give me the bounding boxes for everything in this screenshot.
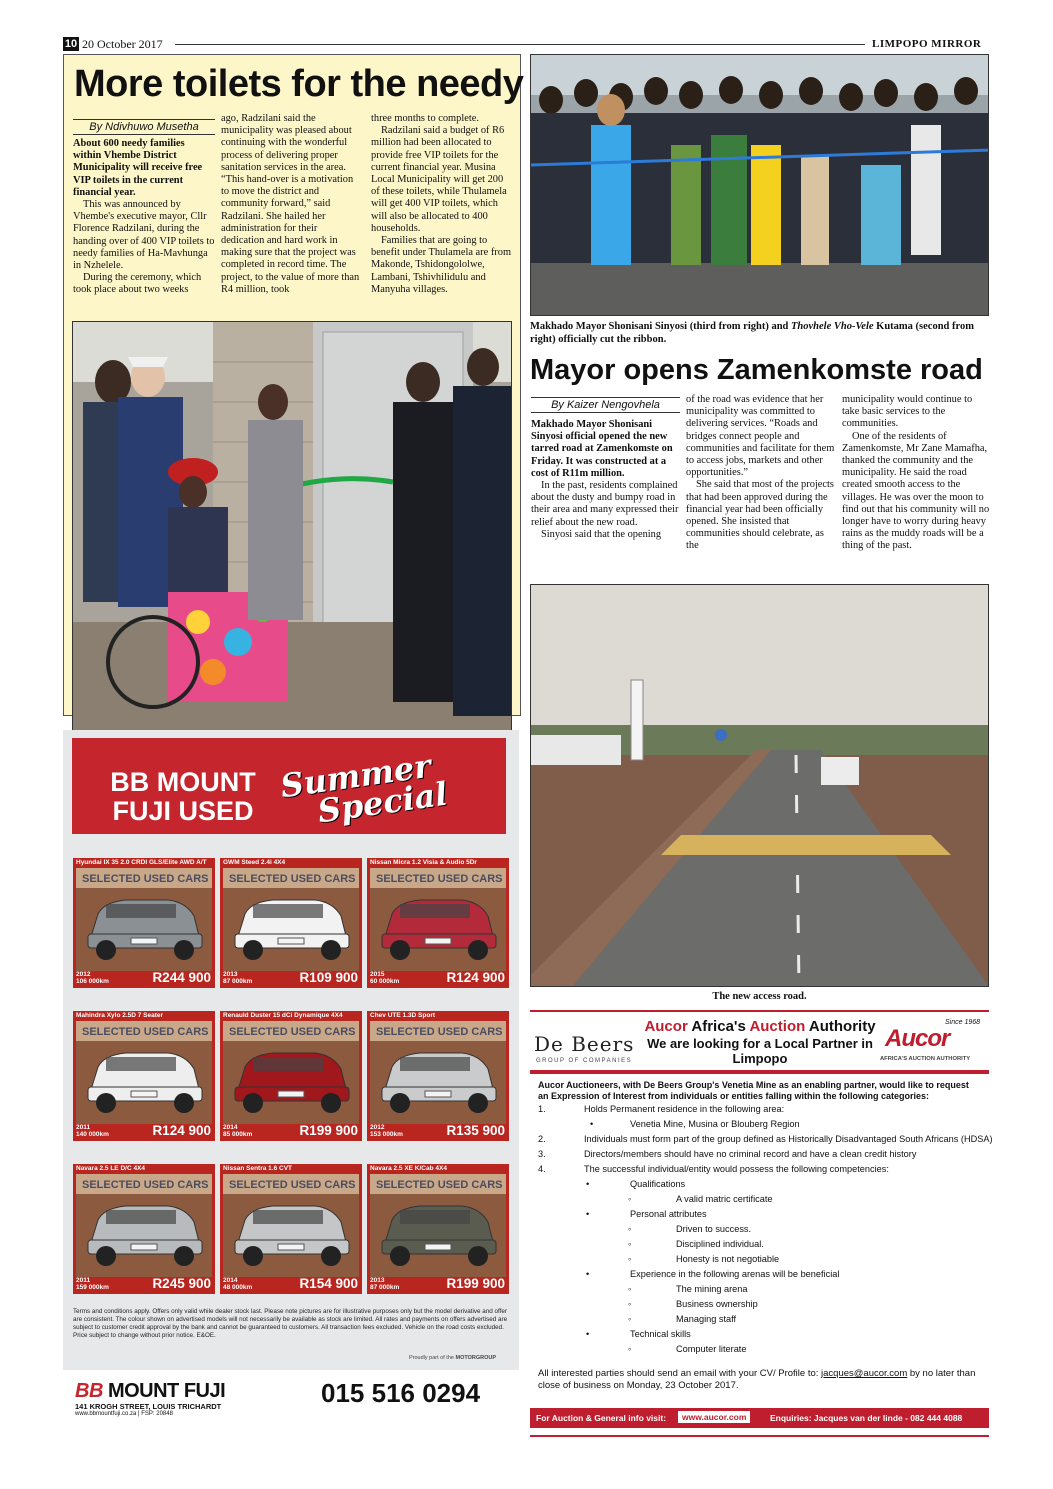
car-photo bbox=[223, 1021, 359, 1124]
car-price: R154 900 bbox=[299, 1276, 358, 1291]
story-toilets bbox=[63, 54, 524, 716]
car-photo bbox=[76, 1021, 212, 1124]
aucor-tagline: AFRICA'S AUCTION AUTHORITY bbox=[880, 1056, 971, 1062]
list-item: Computer literate bbox=[676, 1344, 747, 1354]
car-photo bbox=[76, 1174, 212, 1277]
dealer-phone: 015 516 0294 bbox=[321, 1378, 481, 1408]
list-marker: 4. bbox=[538, 1164, 546, 1174]
car-year-km bbox=[370, 971, 399, 985]
paragraph: One of the residents of Zamenkomste, Mr Zane Mamafha, thanked the community and the municipality. He said the road created smooth access to the villages. He was over the moon to find out that his community will no longer have to worry during heavy rains as the muddy roads will be a thing of the past. bbox=[842, 430, 990, 552]
selected-used-cars-sign: SELECTED USED CARS bbox=[229, 1179, 356, 1191]
car-listing bbox=[367, 1011, 509, 1141]
list-item: Managing staff bbox=[676, 1314, 737, 1324]
summer-special-script: Summer Special bbox=[278, 746, 450, 836]
list-item: Driven to success. bbox=[676, 1224, 752, 1234]
story-headline: Mayor opens Zamenkomste road bbox=[530, 354, 983, 386]
list-marker: ◦ bbox=[628, 1284, 632, 1294]
story-column-3 bbox=[371, 113, 513, 296]
car-price: R244 900 bbox=[152, 970, 211, 985]
paragraph: She said that most of the projects that had been approved during the financial year had been officially opened. She insisted that communities should celebrate, as the bbox=[686, 479, 834, 552]
car-year: 2013 bbox=[370, 1277, 385, 1284]
de-beers-subtitle: GROUP OF COMPANIES bbox=[536, 1058, 633, 1064]
car-photo bbox=[76, 868, 212, 971]
car-mileage: 48 000km bbox=[223, 1284, 253, 1291]
email-instruction bbox=[538, 1368, 984, 1392]
paragraph: ago, Radzilani said the municipality was pleased about continuing with the wonderful process of delivering proper sanitation services in the area. “This hand-over is a motivation to move the district and community forward,” said Radzilani. She hailed her administration for their dedication and hard work in making sure that the project was completed in record time. The project, to the value of more than R4 million, took bbox=[221, 113, 360, 295]
selected-used-cars-sign: SELECTED USED CARS bbox=[82, 873, 209, 885]
car-mileage: 153 000km bbox=[370, 1131, 403, 1138]
paragraph: of the road was evidence that her municipality was committed to delivering services. “Roads and bridges connect people and communities and facilitate for them to access jobs, markets and other opportunities.” bbox=[686, 394, 835, 479]
list-item: Qualifications bbox=[630, 1179, 686, 1189]
car-mileage: 60 000km bbox=[370, 978, 400, 985]
car-mileage: 140 000km bbox=[76, 1131, 109, 1138]
ad-subheadline: We are looking for a Local Partner in Limpopo bbox=[647, 1036, 873, 1066]
car-name: Navara 2.5 XE K/Cab 4X4 bbox=[370, 1165, 447, 1172]
paragraph: Families that are going to benefit under Thulamela are from Makonde, Tshidongololwe, Lambani, Tshivhilidulu and Manyuha villages. bbox=[371, 235, 512, 295]
car-name: Chev UTE 1.3D Sport bbox=[370, 1012, 436, 1019]
motorgroup-logo: MOTORGROUP bbox=[455, 1355, 497, 1361]
dealer-footer bbox=[63, 1370, 519, 1417]
car-year: 2012 bbox=[76, 971, 91, 978]
car-name: Navara 2.5 LE D/C 4X4 bbox=[76, 1165, 146, 1172]
ad-banner bbox=[72, 738, 506, 834]
car-photo bbox=[370, 1174, 506, 1277]
footer-visit-label: For Auction & General info visit: bbox=[536, 1413, 667, 1423]
list-marker: ◦ bbox=[628, 1299, 632, 1309]
dealer-address: 141 KROGH STREET, LOUIS TRICHARDT bbox=[75, 1402, 222, 1411]
list-marker: • bbox=[586, 1179, 590, 1189]
list-item: Technical skills bbox=[630, 1329, 691, 1339]
car-name: Renauld Duster 15 dCi Dynamique 4X4 bbox=[223, 1012, 343, 1019]
list-marker: 3. bbox=[538, 1149, 546, 1159]
car-year: 2015 bbox=[370, 971, 385, 978]
car-year: 2014 bbox=[223, 1124, 238, 1131]
list-marker: ◦ bbox=[628, 1224, 632, 1234]
paragraph: During the ceremony, which took place about two weeks bbox=[73, 272, 202, 296]
car-year: 2014 bbox=[223, 1277, 238, 1284]
enquiries-contact: Enquiries: Jacques van der linde - 082 444 4088 bbox=[770, 1413, 963, 1423]
list-item: Directors/members should have no criminal record and have a clean credit history bbox=[584, 1149, 917, 1159]
headline-part: Authority bbox=[805, 1018, 876, 1035]
story-column-2 bbox=[221, 113, 363, 296]
paper-name: LIMPOPO MIRROR bbox=[872, 38, 982, 50]
paragraph: In the past, residents complained about the dusty and bumpy road in their area and many expressed their relief about the new road. bbox=[531, 480, 679, 528]
car-year: 2011 bbox=[76, 1124, 91, 1131]
list-item: Honesty is not negotiable bbox=[676, 1254, 780, 1264]
selected-used-cars-sign: SELECTED USED CARS bbox=[82, 1026, 209, 1038]
selected-used-cars-sign: SELECTED USED CARS bbox=[229, 873, 356, 885]
de-beers-logo: De Beers bbox=[534, 1032, 635, 1056]
ad-headline bbox=[625, 1018, 895, 1035]
car-price: R199 900 bbox=[446, 1276, 505, 1291]
car-photo bbox=[223, 1174, 359, 1277]
list-item: Disciplined individual. bbox=[676, 1239, 764, 1249]
aucor-website[interactable]: www.aucor.com bbox=[678, 1411, 750, 1423]
aucor-ad bbox=[530, 1010, 993, 1437]
list-marker: 1. bbox=[538, 1104, 546, 1114]
list-marker: ◦ bbox=[628, 1314, 632, 1324]
list-item: Holds Permanent residence in the following area: bbox=[584, 1104, 785, 1114]
car-listing bbox=[73, 1164, 215, 1294]
list-marker: ◦ bbox=[628, 1194, 632, 1204]
proudly-part-of bbox=[409, 1355, 496, 1361]
ad-intro: Aucor Auctioneers, with De Beers Group's Venetia Mine as an enabling partner, would like to request an Expression of Interest from individuals or entities falling within the following categories: bbox=[538, 1080, 969, 1101]
ribbon-cutting-photo bbox=[530, 54, 989, 316]
car-mileage: 87 000km bbox=[223, 978, 253, 985]
list-marker: • bbox=[590, 1119, 594, 1129]
page-number: 10 bbox=[64, 38, 78, 50]
dealer-website: www.bbmountfuji.co.za | FSP: 20848 bbox=[75, 1411, 173, 1417]
car-listing bbox=[367, 1164, 509, 1294]
car-listing bbox=[73, 858, 215, 988]
issue-date: 20 October 2017 bbox=[82, 37, 163, 51]
byline: By Kaizer Nengovhela bbox=[531, 397, 680, 413]
car-year: 2012 bbox=[370, 1124, 385, 1131]
bb-logo-mark: BB bbox=[75, 1380, 103, 1402]
since-1968: Since 1968 bbox=[945, 1019, 981, 1026]
headline-part: Auction bbox=[749, 1018, 806, 1035]
terms-conditions: Terms and conditions apply. Offers only valid while dealer stock last. Please note pictures are for illustrative purposes only but the model derivative and offer are consistent. The colour shown on advertised models will not necessarily be available as stock are limited. All rates and payments on offers advertised are subject to customer credit approval by the bank and cannot be guaranteed to customers. All transaction fees excluded. Vehicle on the road costs excluded. Price subject to change without prior notice. E&OE. bbox=[73, 1308, 508, 1339]
car-name: Nissan Micra 1.2 Visia & Audio 5Dr bbox=[370, 859, 477, 866]
story-headline: More toilets for the needy bbox=[74, 63, 524, 105]
toilet-opening-photo bbox=[72, 321, 512, 733]
car-year-km bbox=[223, 971, 252, 985]
car-price: R124 900 bbox=[152, 1123, 211, 1138]
selected-used-cars-sign: SELECTED USED CARS bbox=[229, 1026, 356, 1038]
ad-title: BB MOUNT FUJI USED bbox=[110, 767, 256, 826]
car-listing bbox=[73, 1011, 215, 1141]
list-marker: ◦ bbox=[628, 1239, 632, 1249]
ad-footer-bar bbox=[530, 1408, 989, 1428]
car-photo bbox=[370, 868, 506, 971]
story-column-1 bbox=[73, 138, 215, 297]
headline-part: Aucor bbox=[644, 1018, 688, 1035]
list-marker: • bbox=[586, 1269, 590, 1279]
list-marker: • bbox=[586, 1329, 590, 1339]
car-price: R135 900 bbox=[446, 1123, 505, 1138]
list-item: Experience in the following arenas will be beneficial bbox=[630, 1269, 840, 1279]
proud-text: Proudly part of the bbox=[409, 1355, 454, 1361]
car-listing bbox=[220, 1011, 362, 1141]
car-price: R199 900 bbox=[299, 1123, 358, 1138]
email-link[interactable]: jacques@aucor.com bbox=[821, 1368, 908, 1379]
car-listing bbox=[220, 1164, 362, 1294]
new-road-photo bbox=[530, 584, 989, 987]
caption-text: Kutama (second from right) officially cut the ribbon. bbox=[530, 321, 974, 345]
headline-part: Africa's bbox=[687, 1018, 750, 1035]
car-year-km bbox=[223, 1277, 252, 1291]
car-dealer-ad bbox=[63, 730, 519, 1417]
list-item: Personal attributes bbox=[630, 1209, 707, 1219]
paragraph: Sinyosi said that the opening bbox=[541, 528, 662, 540]
car-year-km bbox=[76, 1277, 109, 1291]
list-item: The mining arena bbox=[676, 1284, 748, 1294]
story-column-1 bbox=[531, 419, 680, 541]
car-year: 2013 bbox=[223, 971, 238, 978]
header-rule bbox=[175, 44, 865, 45]
list-marker: 2. bbox=[538, 1134, 546, 1144]
aucor-logo: Aucor bbox=[885, 1025, 950, 1052]
car-photo bbox=[223, 868, 359, 971]
car-listing bbox=[367, 858, 509, 988]
car-listing bbox=[220, 858, 362, 988]
mount-fuji-logo bbox=[75, 1380, 225, 1403]
list-marker: ◦ bbox=[628, 1344, 632, 1354]
car-price: R245 900 bbox=[152, 1276, 211, 1291]
car-name: Hyundai IX 35 2.0 CRDI GLS/Elite AWD A/T bbox=[76, 859, 207, 866]
list-marker: ◦ bbox=[628, 1254, 632, 1264]
car-price: R124 900 bbox=[446, 970, 505, 985]
list-marker: • bbox=[586, 1209, 590, 1219]
car-name: Mahindra Xylo 2.5D 7 Seater bbox=[76, 1012, 164, 1019]
story-column-2 bbox=[686, 394, 835, 553]
list-item: The successful individual/entity would possess the following competencies: bbox=[584, 1164, 889, 1174]
caption-italic-title: Thovhele Vho-Vele bbox=[791, 321, 874, 332]
dealer-name: MOUNT FUJI bbox=[107, 1380, 226, 1402]
car-year-km bbox=[370, 1277, 399, 1291]
lead-paragraph: Makhado Mayor Shonisani Sinyosi official opened the new tarred road at Zamenkomste on Friday. It was constructed at a cost of R11m million. bbox=[531, 419, 673, 479]
list-item: Individuals must form part of the group defined as Historically Disadvantaged South Africans (HDSA) bbox=[584, 1134, 993, 1144]
car-year: 2011 bbox=[76, 1277, 91, 1284]
list-item: Business ownership bbox=[676, 1299, 758, 1309]
selected-used-cars-sign: SELECTED USED CARS bbox=[376, 1179, 503, 1191]
paragraph: Radzilani said a budget of R6 million had been allocated to provide free VIP toilets for the current financial year. Musina Local Municipality will get 200 of these toilets, while Thulamela will get 400 VIP toilets, which will also be allocated to 400 households. bbox=[371, 125, 507, 234]
car-mileage: 85 000km bbox=[223, 1131, 253, 1138]
email-text: All interested parties should send an email with your CV/ Profile to: bbox=[538, 1368, 822, 1379]
car-year-km bbox=[223, 1124, 252, 1138]
car-year-km bbox=[76, 1124, 109, 1138]
car-mileage: 159 000km bbox=[76, 1284, 109, 1291]
selected-used-cars-sign: SELECTED USED CARS bbox=[82, 1179, 209, 1191]
car-mileage: 87 000km bbox=[370, 1284, 400, 1291]
paragraph: municipality would continue to take basic services to the communities. bbox=[842, 394, 973, 430]
car-photo bbox=[370, 1021, 506, 1124]
paragraph: This was announced by Vhembe's executive mayor, Cllr Florence Radzilani, during the handing over of 400 VIP toilets to needy families of Ha-Mavhunga in Nzhelele. bbox=[73, 199, 215, 272]
car-year-km bbox=[76, 971, 109, 985]
list-item: A valid matric certificate bbox=[676, 1194, 773, 1204]
red-divider bbox=[530, 1070, 989, 1074]
car-price: R109 900 bbox=[299, 970, 358, 985]
story-column-3 bbox=[842, 394, 991, 553]
car-name: GWM Steed 2.4i 4X4 bbox=[223, 859, 286, 866]
ribbon-photo-caption bbox=[530, 320, 989, 346]
car-name: Nissan Sentra 1.6 CVT bbox=[223, 1165, 292, 1172]
email-text: by no later than close of business on Monday, 23 October 2017. bbox=[538, 1368, 976, 1391]
byline: By Ndivhuwo Musetha bbox=[73, 119, 215, 135]
car-mileage: 106 000km bbox=[76, 978, 109, 985]
car-year-km bbox=[370, 1124, 403, 1138]
lead-paragraph: About 600 needy families within Vhembe District Municipality will receive free VIP toilets in the current financial year. bbox=[73, 138, 203, 198]
selected-used-cars-sign: SELECTED USED CARS bbox=[376, 1026, 503, 1038]
list-item: Venetia Mine, Musina or Blouberg Region bbox=[630, 1119, 800, 1129]
caption-text: Makhado Mayor Shonisani Sinyosi (third from right) and bbox=[530, 321, 791, 332]
paragraph: three months to complete. bbox=[371, 113, 479, 124]
selected-used-cars-sign: SELECTED USED CARS bbox=[376, 873, 503, 885]
road-photo-caption: The new access road. bbox=[712, 991, 807, 1002]
